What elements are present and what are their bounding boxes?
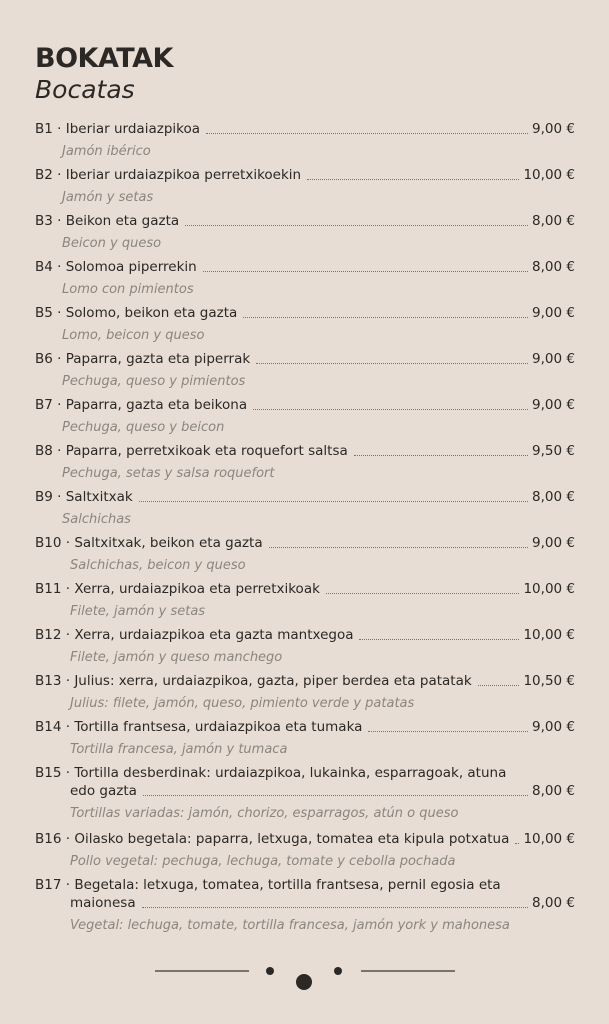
menu-item-name: B17 · Begetala: letxuga, tomatea, tortilla frantsesa, pernil egosia eta	[35, 877, 501, 893]
menu-item-line	[35, 534, 575, 552]
menu-item-line	[35, 718, 575, 736]
dot-leader	[185, 224, 528, 226]
menu-item-price: 10,00 €	[523, 581, 575, 597]
menu-item-translation: Salchichas	[62, 512, 131, 527]
divider-dot-right	[334, 967, 342, 975]
menu-item-line	[35, 672, 575, 690]
dot-leader	[142, 906, 528, 908]
dot-leader	[143, 794, 528, 796]
menu-item-line	[35, 120, 575, 138]
menu-item-line	[35, 258, 575, 276]
divider-dot-center	[296, 974, 312, 990]
menu-item-line	[35, 396, 575, 414]
menu-item-line	[35, 350, 575, 368]
menu-item	[35, 876, 575, 935]
menu-item	[35, 764, 575, 823]
menu-item-name: B5 · Solomo, beikon eta gazta	[35, 305, 238, 321]
menu-item-line	[35, 580, 575, 598]
menu-item-price: 8,00 €	[532, 489, 575, 505]
menu-item-name: B15 · Tortilla desberdinak: urdaiazpikoa, lukainka, esparragoak, atuna	[35, 765, 507, 781]
menu-item-name: B8 · Paparra, perretxikoak eta roquefort saltsa	[35, 443, 348, 459]
menu-item-price: 9,50 €	[532, 443, 575, 459]
menu-item-name: B2 · Iberiar urdaiazpikoa perretxikoekin	[35, 167, 302, 183]
menu-item-name: B10 · Saltxitxak, beikon eta gazta	[35, 535, 263, 551]
menu-item	[35, 212, 575, 253]
menu-item	[35, 258, 575, 299]
menu-item-name: B4 · Solomoa piperrekin	[35, 259, 197, 275]
menu-item-translation: Tortillas variadas: jamón, chorizo, esparragos, atún o queso	[70, 806, 459, 821]
menu-item-price: 9,00 €	[532, 305, 575, 321]
dot-leader	[203, 270, 528, 272]
menu-item-translation: Lomo con pimientos	[62, 282, 194, 297]
menu-item-name: B13 · Julius: xerra, urdaiazpikoa, gazta, piper berdea eta patatak	[35, 673, 472, 689]
menu-item-name: B3 · Beikon eta gazta	[35, 213, 180, 229]
dot-leader	[515, 842, 519, 844]
dot-leader	[269, 546, 528, 548]
menu-item-translation: Filete, jamón y setas	[70, 604, 206, 619]
menu-item-line	[35, 626, 575, 644]
menu-item-name: B6 · Paparra, gazta eta piperrak	[35, 351, 251, 367]
menu-item-translation: Tortilla francesa, jamón y tumaca	[70, 742, 288, 757]
menu-item-translation: Filete, jamón y queso manchego	[70, 650, 283, 665]
menu-item-line	[35, 488, 575, 506]
menu-item	[35, 534, 575, 575]
menu-item-name: B11 · Xerra, urdaiazpikoa eta perretxikoak	[35, 581, 320, 597]
menu-item-price: 8,00 €	[532, 783, 575, 799]
menu-item-price: 9,00 €	[532, 535, 575, 551]
menu-item-price: 8,00 €	[532, 213, 575, 229]
dot-leader	[354, 454, 528, 456]
dot-leader	[478, 684, 520, 686]
divider-dot-left	[266, 967, 274, 975]
menu-item-translation: Jamón ibérico	[62, 144, 151, 159]
menu-item-price: 10,00 €	[523, 627, 575, 643]
menu-item-translation: Pechuga, queso y beicon	[62, 420, 225, 435]
menu-item-translation: Lomo, beicon y queso	[62, 328, 205, 343]
menu-item-name: B14 · Tortilla frantsesa, urdaiazpikoa eta tumaka	[35, 719, 363, 735]
menu-item-name: B1 · Iberiar urdaiazpikoa	[35, 121, 201, 137]
menu-item-line	[35, 166, 575, 184]
menu-item	[35, 718, 575, 759]
menu-item-price: 8,00 €	[532, 895, 575, 911]
decorative-divider	[0, 955, 609, 995]
menu-item-price: 9,00 €	[532, 121, 575, 137]
menu-item-price: 9,00 €	[532, 719, 575, 735]
menu-item	[35, 830, 575, 871]
menu-item	[35, 442, 575, 483]
menu-item-line	[35, 212, 575, 230]
dot-leader	[206, 132, 528, 134]
menu-item	[35, 304, 575, 345]
section-title-spanish: Bocatas	[35, 75, 135, 104]
menu-item	[35, 350, 575, 391]
dot-leader	[368, 730, 528, 732]
menu-item	[35, 626, 575, 667]
menu-item-name: B7 · Paparra, gazta eta beikona	[35, 397, 248, 413]
menu-item	[35, 488, 575, 529]
menu-item-price: 10,00 €	[523, 831, 575, 847]
menu-item-translation: Pechuga, queso y pimientos	[62, 374, 246, 389]
menu-item-translation: Beicon y queso	[62, 236, 162, 251]
menu-item-translation: Vegetal: lechuga, tomate, tortilla francesa, jamón york y mahonesa	[70, 918, 510, 933]
dot-leader	[253, 408, 528, 410]
menu-item-line	[35, 304, 575, 322]
menu-item-translation: Salchichas, beicon y queso	[70, 558, 246, 573]
section-title-basque: BOKATAK	[35, 43, 173, 74]
menu-item-price: 10,00 €	[523, 167, 575, 183]
menu-item-name: B9 · Saltxitxak	[35, 489, 133, 505]
dot-leader	[139, 500, 528, 502]
dot-leader	[359, 638, 519, 640]
dot-leader	[243, 316, 528, 318]
menu-item-name: B16 · Oilasko begetala: paparra, letxuga, tomatea eta kipula potxatua	[35, 831, 510, 847]
menu-item-line	[35, 782, 575, 800]
dot-leader	[307, 178, 519, 180]
menu-item-translation: Jamón y setas	[62, 190, 154, 205]
menu-item-line	[35, 830, 575, 848]
menu-item-price: 9,00 €	[532, 351, 575, 367]
menu-item-price: 10,50 €	[523, 673, 575, 689]
dot-leader	[256, 362, 528, 364]
dot-leader	[326, 592, 520, 594]
menu-item-translation: Julius: filete, jamón, queso, pimiento verde y patatas	[70, 696, 415, 711]
menu-item-price: 8,00 €	[532, 259, 575, 275]
menu-item-name: B12 · Xerra, urdaiazpikoa eta gazta mantxegoa	[35, 627, 354, 643]
menu-item	[35, 580, 575, 621]
menu-item	[35, 120, 575, 161]
menu-item-name-continued: edo gazta	[70, 783, 137, 799]
menu-item-line	[35, 442, 575, 460]
menu-item-price: 9,00 €	[532, 397, 575, 413]
menu-item-line	[35, 894, 575, 912]
menu-item-name-continued: maionesa	[70, 895, 136, 911]
menu-item-translation: Pollo vegetal: pechuga, lechuga, tomate y cebolla pochada	[70, 854, 456, 869]
menu-item	[35, 166, 575, 207]
menu-item	[35, 672, 575, 713]
menu-item-translation: Pechuga, setas y salsa roquefort	[62, 466, 275, 481]
menu-item	[35, 396, 575, 437]
